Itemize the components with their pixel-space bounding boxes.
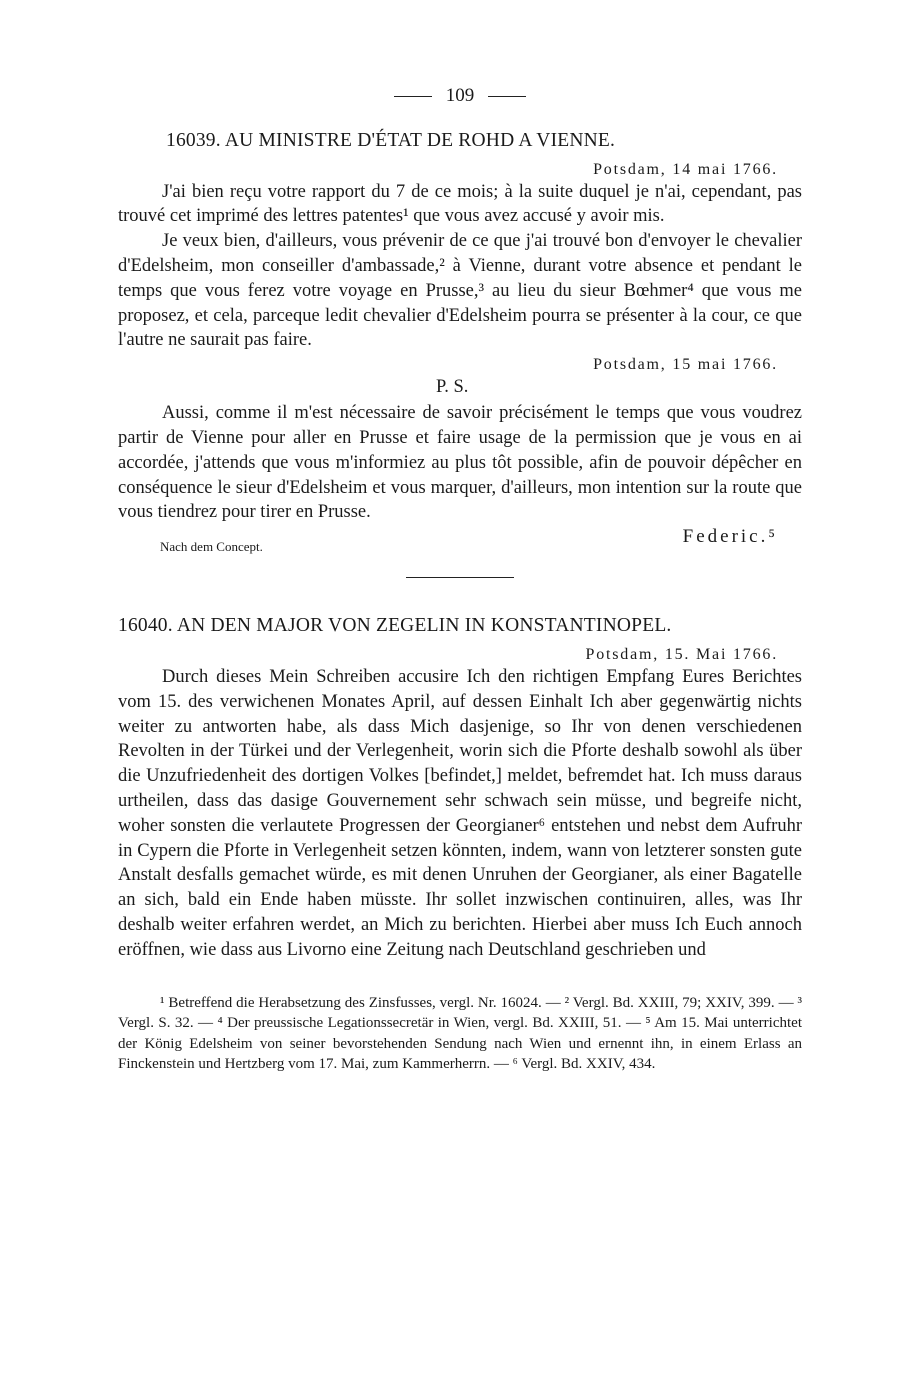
footnotes-text: ¹ Betreffend die Herabsetzung des Zinsfusses, vergl. Nr. 16024. — ² Vergl. Bd. XXIII, 79; XXIV, 399. — ³ Vergl. S. 32. — ⁴ Der preussische Legationssecretär in Wien, vergl. Bd. XXIII, 51. — ⁵ Am 15. Mai unterrichtet der König Edelsheim von seiner bevorstehenden Sendung nach Wien und ernennt ihn, in einem Erlass an Finckenstein und Hertzberg vom 17. Mai, zum Kammerherrn. — ⁶ Vergl. Bd. XXIV, 434. [118,994,802,1073]
page-number-line [118,84,802,109]
postscript-text: Aussi, comme il m'est nécessaire de savoir précisément le temps que vous voudrez partir de Vienne pour aller en Prusse et faire usage de la permission que je vous en ai accordée, j'attends que vous m'informiez au plus tôt possible, afin de pouvoir dépêcher en conséquence le sieur d'Edelsheim et vous marquer, d'ailleurs, mon intention sur la route que vous tiendrez pour tirer en Prusse. [118,403,802,523]
page-number-rule-left [394,96,432,97]
postscript-date: Potsdam, 15 mai 1766. [593,356,778,374]
document-page [118,84,802,1075]
postscript-label: P. S. [436,377,469,398]
footnotes [118,993,802,1075]
source-note: Nach dem Concept. [160,539,263,555]
signature: Federic.⁵ [682,526,778,548]
postscript-header [118,353,802,401]
letter-1-paragraph-2: Je veux bien, d'ailleurs, vous prévenir de ce que j'ai trouvé bon d'envoyer le chevalier d'Edelsheim, mon conseiller d'ambassade,² à Vienne, durant votre absence et pendant le temps que vous ferez votre voyage en Prusse,³ au lieu du sieur Bœhmer⁴ que vous me proposez, et cela, parceque ledit chevalier d'Edelsheim pourra se présenter à la cour, ce que l'autre ne saurait pas faire. [118,231,802,351]
page-number-rule-right [488,96,526,97]
letter-2-paragraph-1: Durch dieses Mein Schreiben accusire Ich den richtigen Empfang Eures Berichtes vom 15. des verwichenen Monates April, auf dessen Einhalt Ich aber gegenwärtig nichts weiter zu antworten habe, als dass Mich dasjenige, so Ihr von denen verschiedenen Revolten in der Türkei und der Verlegenheit, worin sich die Pforte deshalb sowohl als über die Unzufriedenheit des dortigen Volkes [befindet,] meldet, befremdet hat. Ich muss daraus urtheilen, dass das dasige Gouvernement sehr schwach sein müsse, und begreife nicht, woher sonsten die verlautete Progressen der Georgianer⁶ entstehen und nebst dem Aufruhr in Cypern die Pforte in Verlegenheit setzen könnten, indem, wann von letzterer sonsten gute Anstalt desfalls gemachet würde, es mit denen Unruhen der Georgianer, als einer Bagatelle an sich, bald ein Ende haben müsste. Ihr sollet inzwischen continuiren, alles, was Ihr deshalb weiter erfahren werdet, an Mich zu berichten. Hierbei aber muss Ich Euch annoch eröffnen, wie dass aus Livorno eine Zeitung nach Deutschland geschrieben und [118,666,802,960]
section-divider [406,577,514,578]
letter-1-date: Potsdam, 14 mai 1766. [593,160,778,178]
letter-1-paragraph-1: J'ai bien reçu votre rapport du 7 de ce mois; à la suite duquel je n'ai, cependant, pas trouvé cet imprimé des lettres patentes¹ que vous avez accusé y avoir mis. [118,181,802,227]
letter-1-heading: 16039. AU MINISTRE D'ÉTAT DE ROHD A VIENNE. [166,129,616,151]
letter-1-closing [118,525,802,555]
letter-2-heading: 16040. AN DEN MAJOR VON ZEGELIN IN KONSTANTINOPEL. [118,615,672,637]
page-number: 109 [445,85,475,106]
letter-2-date: Potsdam, 15. Mai 1766. [585,645,778,663]
